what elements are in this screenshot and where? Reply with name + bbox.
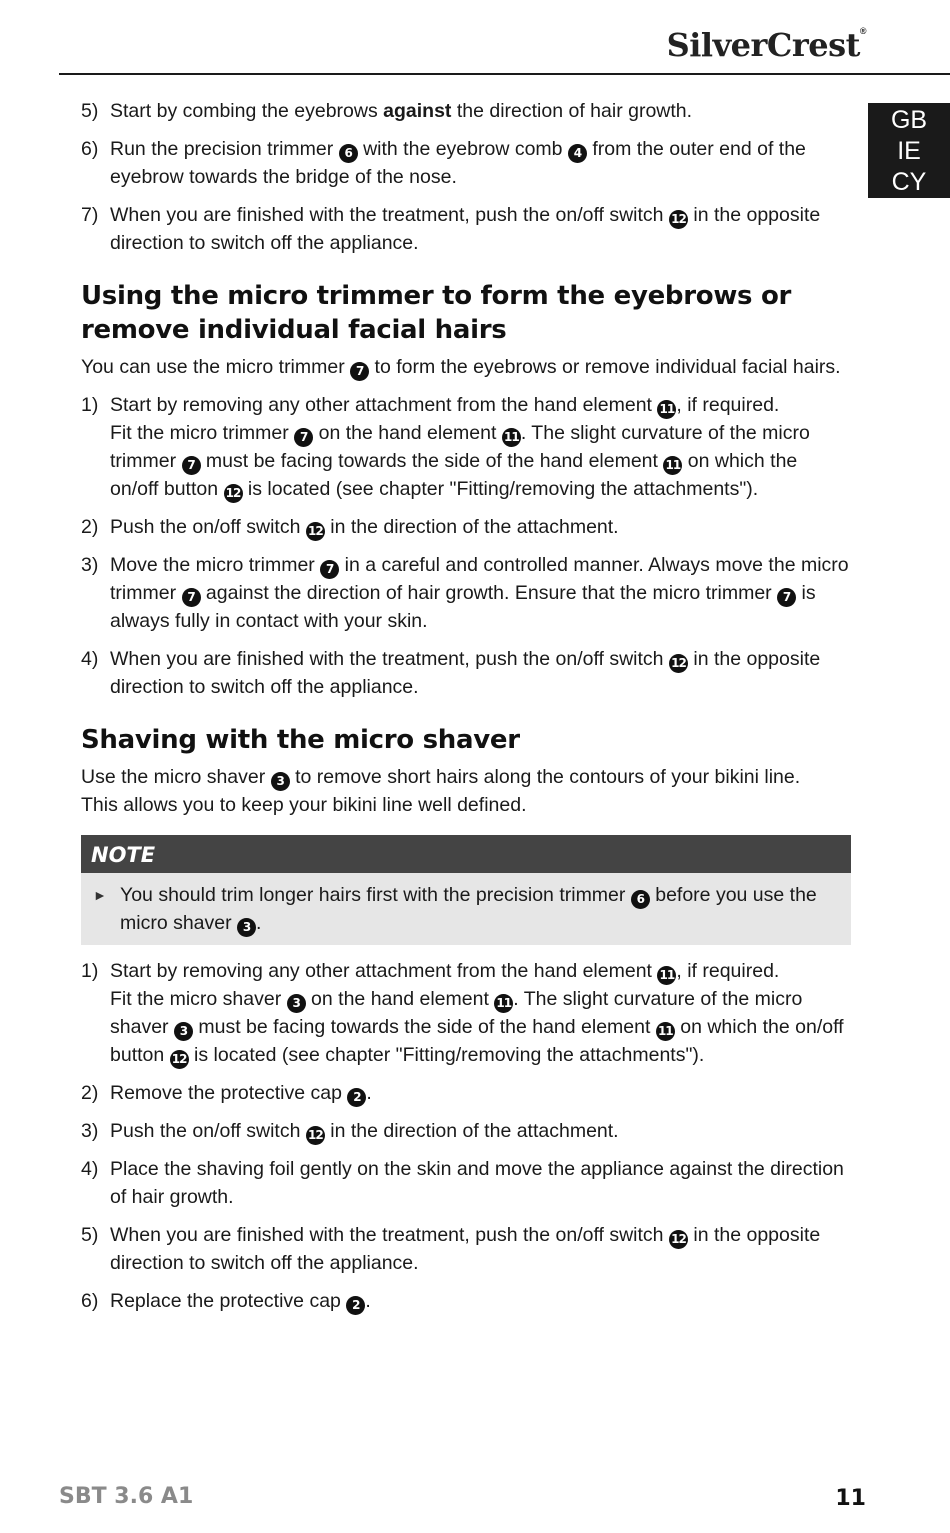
list-item — [81, 97, 851, 125]
text-run: before you use the micro shaver — [120, 884, 817, 934]
emphasis-text: against — [383, 100, 452, 122]
text-run: against the direction of hair growth. Ensure that the micro trimmer — [200, 582, 778, 604]
part-number-badge: 3 — [287, 994, 306, 1013]
section-heading-micro-trimmer: Using the micro trimmer to form the eyebrows or remove individual facial hairs — [81, 281, 792, 345]
text-run: Remove the protective cap — [110, 1082, 348, 1104]
text-run: is located (see chapter "Fitting/removing the attachments"). — [188, 1044, 705, 1066]
list-item — [81, 1117, 851, 1145]
step-number: 4) — [81, 1158, 99, 1180]
footer-model-number: SBT 3.6 A1 — [59, 1484, 194, 1509]
list-item — [81, 551, 851, 635]
step-text — [110, 391, 851, 503]
text-run: You can use the micro trimmer — [81, 356, 351, 378]
text-run: in the opposite direction to switch off the appliance. — [110, 648, 821, 698]
part-number-badge: 7 — [350, 362, 369, 381]
text-run: in the direction of the attachment. — [324, 516, 619, 538]
list-item — [81, 957, 851, 1069]
step-number: 5) — [81, 100, 99, 122]
step-text — [110, 97, 851, 125]
text-run: Start by combing the eyebrows — [110, 100, 384, 122]
text-run: You should trim longer hairs first with the precision trimmer — [120, 884, 631, 906]
steps-list-micro-trimmer — [81, 391, 851, 701]
step-text — [110, 645, 851, 701]
text-run: Use the micro shaver — [81, 766, 271, 788]
text-run: with the eyebrow comb — [357, 138, 568, 160]
part-number-badge: 7 — [294, 428, 313, 447]
text-run: must be facing towards the side of the hand element — [200, 450, 664, 472]
step-text — [110, 1287, 851, 1315]
part-number-badge: 12 — [170, 1050, 189, 1069]
part-number-badge: 3 — [237, 918, 256, 937]
text-run: in a careful and controlled manner. Always move the micro trimmer — [110, 554, 849, 604]
part-number-badge: 11 — [494, 994, 513, 1013]
step-text — [110, 513, 851, 541]
part-number-badge: 12 — [669, 1230, 688, 1249]
part-number-badge: 11 — [657, 966, 676, 985]
step-text — [110, 1117, 851, 1145]
step-number: 2) — [81, 1082, 99, 1104]
step-text — [110, 551, 851, 635]
part-number-badge: 3 — [174, 1022, 193, 1041]
text-run: When you are finished with the treatment, push the on/off switch — [110, 204, 669, 226]
step-text — [110, 1079, 851, 1107]
text-run: on the hand element — [313, 422, 502, 444]
list-item — [81, 1221, 851, 1277]
step-number: 6) — [81, 138, 99, 160]
part-number-badge: 12 — [306, 522, 325, 541]
text-run: to form the eyebrows or remove individual facial hairs. — [369, 356, 841, 378]
text-run: , if required. — [676, 394, 780, 416]
part-number-badge: 6 — [631, 890, 650, 909]
part-number-badge: 7 — [182, 456, 201, 475]
text-run: . The slight curvature of the micro trimmer — [110, 422, 810, 472]
step-text — [110, 1155, 851, 1211]
step-number: 3) — [81, 554, 99, 576]
part-number-badge: 7 — [777, 588, 796, 607]
text-run: . — [366, 1082, 372, 1104]
note-body — [81, 873, 851, 945]
step-text — [110, 135, 851, 191]
lang-code: IE — [897, 137, 921, 165]
list-item — [81, 201, 851, 257]
step-number: 1) — [81, 960, 99, 982]
text-run: Fit the micro trimmer — [110, 422, 295, 444]
steps-list-eyebrows — [81, 97, 851, 257]
section-heading-micro-shaver: Shaving with the micro shaver — [81, 725, 520, 755]
list-item — [81, 1155, 851, 1211]
text-run: Replace the protective cap — [110, 1290, 347, 1312]
language-tab — [868, 103, 950, 198]
step-number: 2) — [81, 516, 99, 538]
page-content — [81, 97, 851, 1325]
step-text — [110, 1221, 851, 1277]
step-text — [110, 201, 851, 257]
text-run: Push the on/off switch — [110, 1120, 306, 1142]
lang-code: GB — [890, 106, 928, 134]
part-number-badge: 12 — [669, 654, 688, 673]
step-number: 3) — [81, 1120, 99, 1142]
brand-logo: SilverCrest® — [666, 26, 866, 64]
text-run: . — [365, 1290, 371, 1312]
part-number-badge: 12 — [224, 484, 243, 503]
header-divider — [59, 73, 950, 75]
list-item — [81, 135, 851, 191]
micro-trimmer-intro — [81, 353, 851, 381]
text-run: Move the micro trimmer — [110, 554, 321, 576]
part-number-badge: 11 — [657, 400, 676, 419]
list-item — [81, 391, 851, 503]
steps-list-micro-shaver — [81, 957, 851, 1315]
text-run: in the direction of the attachment. — [324, 1120, 619, 1142]
part-number-badge: 12 — [669, 210, 688, 229]
step-text — [110, 957, 851, 1069]
text-run: Fit the micro shaver — [110, 988, 287, 1010]
micro-shaver-intro — [81, 763, 851, 819]
text-run: to remove short hairs along the contours of your bikini line. — [289, 766, 801, 788]
text-run: When you are finished with the treatment, push the on/off switch — [110, 648, 669, 670]
part-number-badge: 2 — [346, 1296, 365, 1315]
part-number-badge: 3 — [271, 772, 290, 791]
text-run: is located (see chapter "Fitting/removing the attachments"). — [242, 478, 759, 500]
part-number-badge: 11 — [656, 1022, 675, 1041]
text-run: This allows you to keep your bikini line well defined. — [81, 794, 527, 816]
text-run: When you are finished with the treatment, push the on/off switch — [110, 1224, 669, 1246]
step-number: 5) — [81, 1224, 99, 1246]
part-number-badge: 7 — [182, 588, 201, 607]
note-text — [120, 881, 831, 937]
step-number: 6) — [81, 1290, 99, 1312]
text-run: . The slight curvature of the micro shaver — [110, 988, 803, 1038]
text-run: Place the shaving foil gently on the skin and move the appliance against the direction of hair growth. — [110, 1158, 844, 1208]
text-run: Start by removing any other attachment from the hand element — [110, 960, 658, 982]
note-title: NOTE — [81, 835, 851, 873]
text-run: Push the on/off switch — [110, 516, 306, 538]
step-number: 4) — [81, 648, 99, 670]
part-number-badge: 11 — [502, 428, 521, 447]
text-run: in the opposite direction to switch off the appliance. — [110, 204, 821, 254]
text-run: on which the on/off button — [110, 1016, 844, 1066]
part-number-badge: 6 — [339, 144, 358, 163]
lang-code: CY — [891, 168, 927, 196]
text-run: on the hand element — [305, 988, 495, 1010]
text-run: from the outer end of the eyebrow towards the bridge of the nose. — [110, 138, 806, 188]
list-item — [81, 645, 851, 701]
part-number-badge: 4 — [568, 144, 587, 163]
part-number-badge: 12 — [306, 1126, 325, 1145]
note-box — [81, 835, 851, 945]
text-run: on which the on/off button — [110, 450, 798, 500]
list-item — [81, 1287, 851, 1315]
text-run: Start by removing any other attachment from the hand element — [110, 394, 658, 416]
text-run: in the opposite direction to switch off the appliance. — [110, 1224, 821, 1274]
text-run: is always fully in contact with your skin. — [110, 582, 816, 632]
part-number-badge: 11 — [663, 456, 682, 475]
step-number: 1) — [81, 394, 99, 416]
bullet-arrow-icon: ► — [93, 887, 107, 903]
text-run: . — [256, 912, 262, 934]
text-run: must be facing towards the side of the hand element — [192, 1016, 656, 1038]
footer-page-number: 11 — [835, 1486, 866, 1511]
step-number: 7) — [81, 204, 99, 226]
text-run: the direction of hair growth. — [451, 100, 693, 122]
text-run: , if required. — [676, 960, 780, 982]
text-run: Run the precision trimmer — [110, 138, 339, 160]
part-number-badge: 2 — [347, 1088, 366, 1107]
list-item — [81, 513, 851, 541]
list-item — [81, 1079, 851, 1107]
part-number-badge: 7 — [320, 560, 339, 579]
